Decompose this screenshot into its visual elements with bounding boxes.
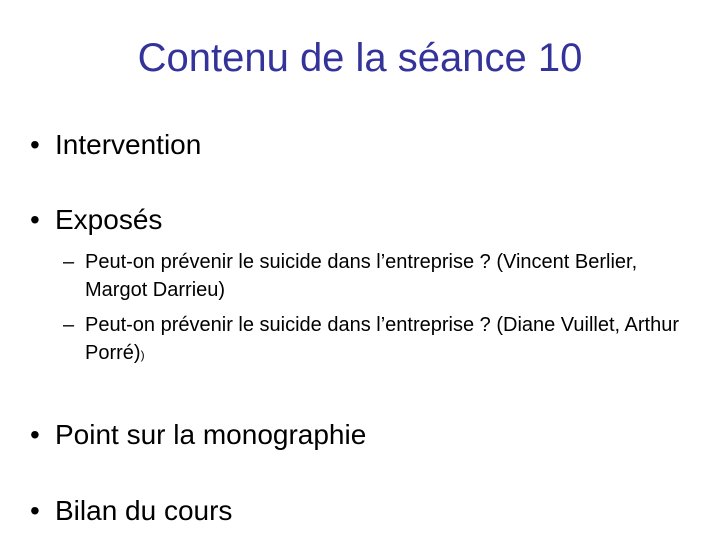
sub-item-expose-2 bbox=[63, 311, 703, 369]
bullet-item-bilan bbox=[30, 494, 232, 528]
bullet-item-intervention bbox=[30, 128, 201, 162]
bullet-label: Bilan du cours bbox=[55, 495, 233, 526]
dash-icon: – bbox=[63, 251, 75, 273]
bullet-item-exposes bbox=[30, 203, 162, 237]
bullet-label: Point sur la monographie bbox=[55, 419, 367, 450]
sub-item-text: Peut-on prévenir le suicide dans l’entreprise ? (Vincent Berlier, Margot Darrieu) bbox=[85, 251, 638, 301]
dash-icon: – bbox=[63, 314, 75, 336]
bullet-icon: • bbox=[30, 495, 40, 526]
sub-item-suffix: ) bbox=[140, 348, 145, 362]
bullet-label: Exposés bbox=[55, 204, 163, 235]
bullet-item-monographie bbox=[30, 418, 366, 452]
bullet-icon: • bbox=[30, 204, 40, 235]
bullet-icon: • bbox=[30, 419, 40, 450]
bullet-icon: • bbox=[30, 129, 40, 160]
sub-item-text-wrapper bbox=[63, 311, 703, 369]
sub-item-expose-1 bbox=[63, 248, 703, 304]
sub-item-text: Peut-on prévenir le suicide dans l’entreprise ? (Diane Vuillet, Arthur Porré) bbox=[85, 314, 680, 364]
slide-title: Contenu de la séance 10 bbox=[137, 36, 583, 80]
bullet-label: Intervention bbox=[55, 129, 202, 160]
